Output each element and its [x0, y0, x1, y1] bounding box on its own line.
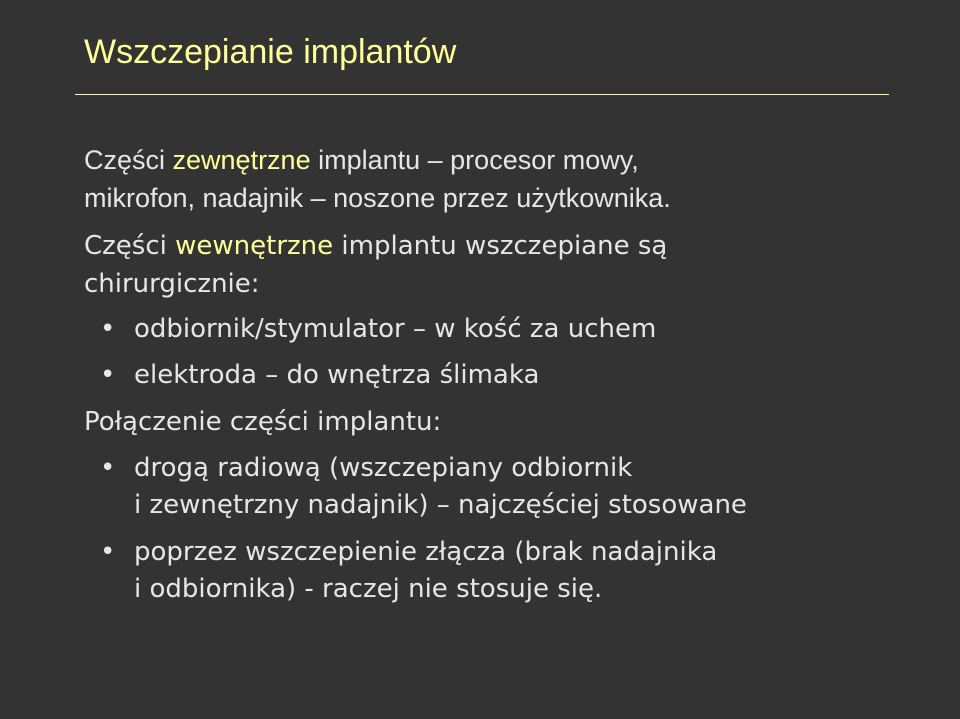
- bullet-icon: •: [100, 537, 116, 567]
- title-underline: [75, 94, 889, 95]
- paragraph-external-line1: [84, 142, 639, 179]
- text-span: implantu wszczepiane są: [333, 231, 668, 261]
- text-span: Części: [84, 145, 173, 175]
- highlight-external: zewnętrzne: [172, 145, 311, 175]
- list-item-text: drogą radiową (wszczepiany odbiornik: [134, 453, 633, 483]
- highlight-internal: wewnętrzne: [175, 231, 334, 261]
- list-item-text: elektroda – do wnętrza ślimaka: [134, 360, 540, 390]
- paragraph-connection: Połączenie części implantu:: [84, 407, 442, 437]
- text-span: implantu – procesor mowy,: [310, 145, 639, 175]
- text-span: Części: [84, 231, 176, 261]
- bullet-icon: •: [100, 314, 116, 344]
- list-item-text: poprzez wszczepienie złącza (brak nadajnika: [134, 537, 718, 567]
- list-item-text: i odbiornika) - raczej nie stosuje się.: [134, 574, 603, 604]
- list-item-text: i zewnętrzny nadajnik) – najczęściej stosowane: [134, 490, 747, 520]
- paragraph-internal-line1: [84, 228, 667, 265]
- list-item-text: odbiornik/stymulator – w kość za uchem: [134, 314, 657, 344]
- slide-title: Wszczepianie implantów: [84, 33, 457, 71]
- paragraph-internal-line2: chirurgicznie:: [84, 269, 260, 299]
- paragraph-external-line2: mikrofon, nadajnik – noszone przez użytkownika.: [84, 183, 671, 213]
- bullet-icon: •: [100, 360, 116, 390]
- bullet-icon: •: [100, 453, 116, 483]
